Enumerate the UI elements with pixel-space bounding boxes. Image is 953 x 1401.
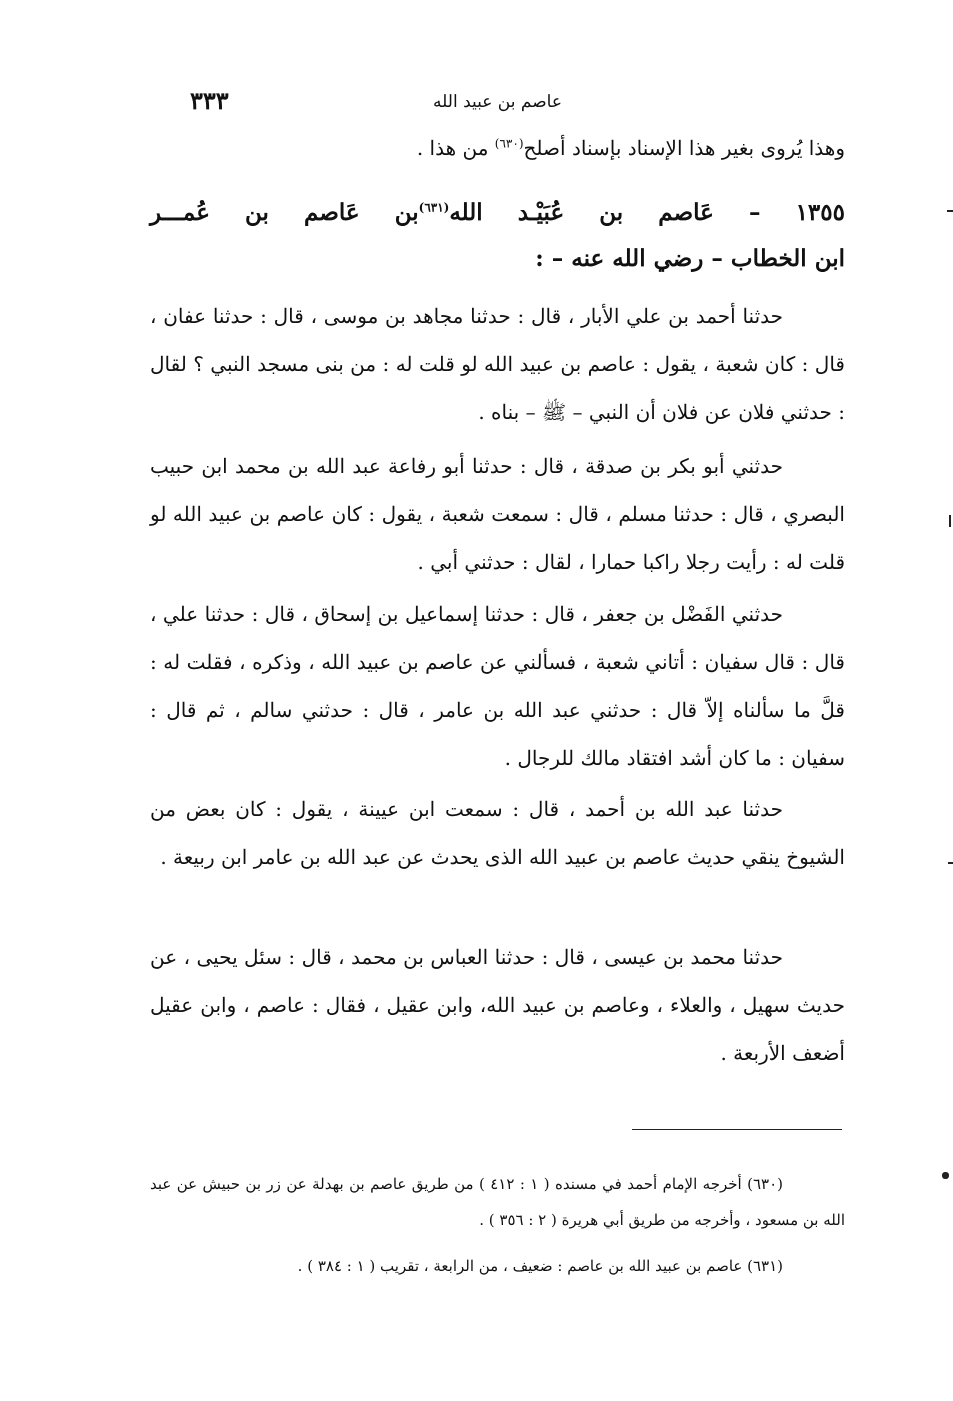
paragraph-5: حدثنا محمد بن عيسى ، قال : حدثنا العباس بن محمد ، قال : سئل يحيى ، عن حديث سهيل ، والعلاء ، وعاصم بن عبيد الله، وابن عقيل ، فقال : عاصم ، وابن عقيل أضعف الأربعة . — [150, 945, 845, 1065]
footnote-630: (٦٣٠) أخرجه الإمام أحمد في مسنده ( ١ : ٤١٢ ) من طريق عاصم بن بهدلة عن زر بن حبيش عن عبد الله بن مسعود ، وأخرجه من طريق أبي هريرة ( ٢ : ٣٥٦ ) . — [150, 1175, 845, 1229]
footnote-separator — [632, 1129, 842, 1130]
entry-number-and-name: ١٣٥٥ – عَاصم بن عُبَيْـد الله — [449, 199, 845, 226]
footnote-631: (٦٣١) عاصم بن عبيد الله بن عاصم : ضعيف ، من الرابعة ، تقريب ( ١ : ٣٨٤ ) . — [297, 1257, 783, 1275]
entry-heading-line-1 — [150, 190, 845, 236]
paragraph-1: حدثنا أحمد بن علي الأبار ، قال : حدثنا مجاهد بن موسى ، قال : حدثنا عفان ، قال : كان شعبة ، يقول : عاصم بن عبيد الله لو قلت له : من بنى مسجد النبي ؟ لقال : حدثني فلان عن فلان أن النبي – ﷺ – بناه . — [150, 304, 845, 424]
footnote-ref-630[interactable]: (٦٣٠) — [494, 136, 524, 151]
scan-edge-mark — [949, 515, 951, 527]
entry-heading — [150, 190, 845, 282]
intro-text-end: من هذا . — [416, 136, 495, 160]
scan-edge-mark — [942, 1172, 949, 1179]
entry-heading-line-2: ابن الخطاب – رضي الله عنه – : — [535, 245, 845, 272]
page-header — [150, 86, 845, 120]
scan-edge-mark — [948, 862, 953, 864]
footnote-ref-631[interactable]: (٦٣١) — [418, 200, 450, 215]
running-title: عاصم بن عبيد الله — [433, 92, 562, 112]
paragraph-2: حدثني أبو بكر بن صدقة ، قال : حدثنا أبو رفاعة عبد الله بن محمد ابن حبيب البصري ، قال : حدثنا مسلم ، قال : سمعت شعبة ، يقول : كان عاصم بن عبيد الله لو قلت له : رأيت رجلا راكبا حمارا ، لقال : حدثني أبي . — [150, 454, 845, 574]
entry-name-rest: بن عَاصم بن عُمـــر — [150, 199, 419, 226]
scan-edge-mark — [947, 210, 953, 212]
page-number: ٣٣٣ — [190, 86, 229, 115]
intro-text: وهذا يُروى بغير هذا الإسناد بإسناد أصلح — [523, 136, 845, 160]
paragraph-4: حدثنا عبد الله بن أحمد ، قال : سمعت ابن عيينة ، يقول : كان بعض من الشيوخ ينقي حديث عاصم بن عبيد الله الذى يحدث عن عبد الله بن عامر ابن ربيعة . — [150, 797, 845, 869]
paragraph-3: حدثني الفَضْل بن جعفر ، قال : حدثنا إسماعيل بن إسحاق ، قال : حدثنا علي ، قال : قال سفيان : أتاني شعبة ، فسألني عن عاصم بن عبيد الله ، وذكره ، فقلت له : قلَّ ما سألناه إلاّ قال : حدثني عبد الله بن عامر ، قال : حدثني سالم ، ثم قال : سفيان : ما كان أشد افتقاد مالك للرجال . — [150, 602, 845, 770]
intro-line — [150, 124, 845, 172]
